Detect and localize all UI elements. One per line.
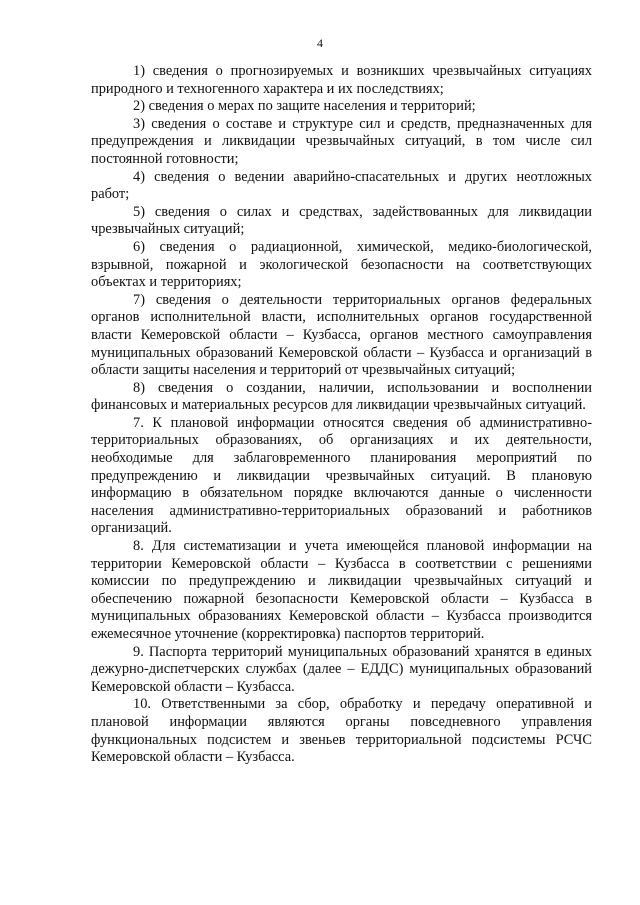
paragraph-item-2: 2) сведения о мерах по защите населения и территорий; bbox=[133, 98, 476, 115]
paragraph-section-8: 8. Для систематизации и учета имеющейся плановой информации на территории Кемеровской области – Кузбасса в соответствии с решениями комиссии по предупреждению и ликвидации чрезвычайных ситуаций и обеспечению пожарной безопасности Кемеровской области – Кузбасса в муниципальных образованиях Кемеровской области – Кузбасса производится ежемесячное уточнение (корректировка) паспортов территорий. bbox=[91, 538, 592, 642]
paragraph-section-10: 10. Ответственными за сбор, обработку и передачу оперативной и плановой информации являются органы повседневного управления функциональных подсистем и звеньев территориальной подсистемы РСЧС Кемеровской области – Кузбасса. bbox=[91, 696, 592, 766]
page-number: 4 bbox=[317, 36, 323, 50]
paragraph-item-5: 5) сведения о силах и средствах, задействованных для ликвидации чрезвычайных ситуаций; bbox=[91, 203, 592, 238]
paragraph-item-8: 8) сведения о создании, наличии, использовании и восполнении финансовых и материальных ресурсов для ликвидации чрезвычайных ситуаций. bbox=[91, 379, 592, 414]
paragraph-item-4: 4) сведения о ведении аварийно-спасательных и других неотложных работ; bbox=[91, 168, 592, 203]
paragraph-item-3: 3) сведения о составе и структуре сил и средств, предназначенных для предупреждения и ликвидации чрезвычайных ситуаций, в том числе сил постоянной готовности; bbox=[91, 115, 592, 167]
paragraph-section-7: 7. К плановой информации относятся сведения об административно-территориальных образованиях, об организациях и их деятельности, необходимые для заблаговременного планирования мероприятий по предупреждению и ликвидации чрезвычайных ситуаций. В плановую информацию в обязательном порядке включаются данные о численности населения административно-территориальных образований и работников организаций. bbox=[91, 414, 592, 537]
paragraph-item-6: 6) сведения о радиационной, химической, медико-биологической, взрывной, пожарной и экологической безопасности на соответствующих объектах и территориях; bbox=[91, 238, 592, 291]
paragraph-item-7: 7) сведения о деятельности территориальных органов федеральных органов исполнительной власти, исполнительных органов государственной власти Кемеровской области – Кузбасса, органов местного самоуправления муниципальных образований Кемеровской области – Кузбасса и организаций в области защиты населения и территорий от чрезвычайных ситуаций; bbox=[91, 291, 592, 379]
body-text bbox=[91, 63, 592, 767]
paragraph-item-1: 1) сведения о прогнозируемых и возникших чрезвычайных ситуациях природного и техногенного характера и их последствиях; bbox=[91, 63, 592, 97]
paragraph-section-9: 9. Паспорта территорий муниципальных образований хранятся в единых дежурно-диспетчерских службах (далее – ЕДДС) муниципальных образований Кемеровской области – Кузбасса. bbox=[91, 643, 592, 695]
